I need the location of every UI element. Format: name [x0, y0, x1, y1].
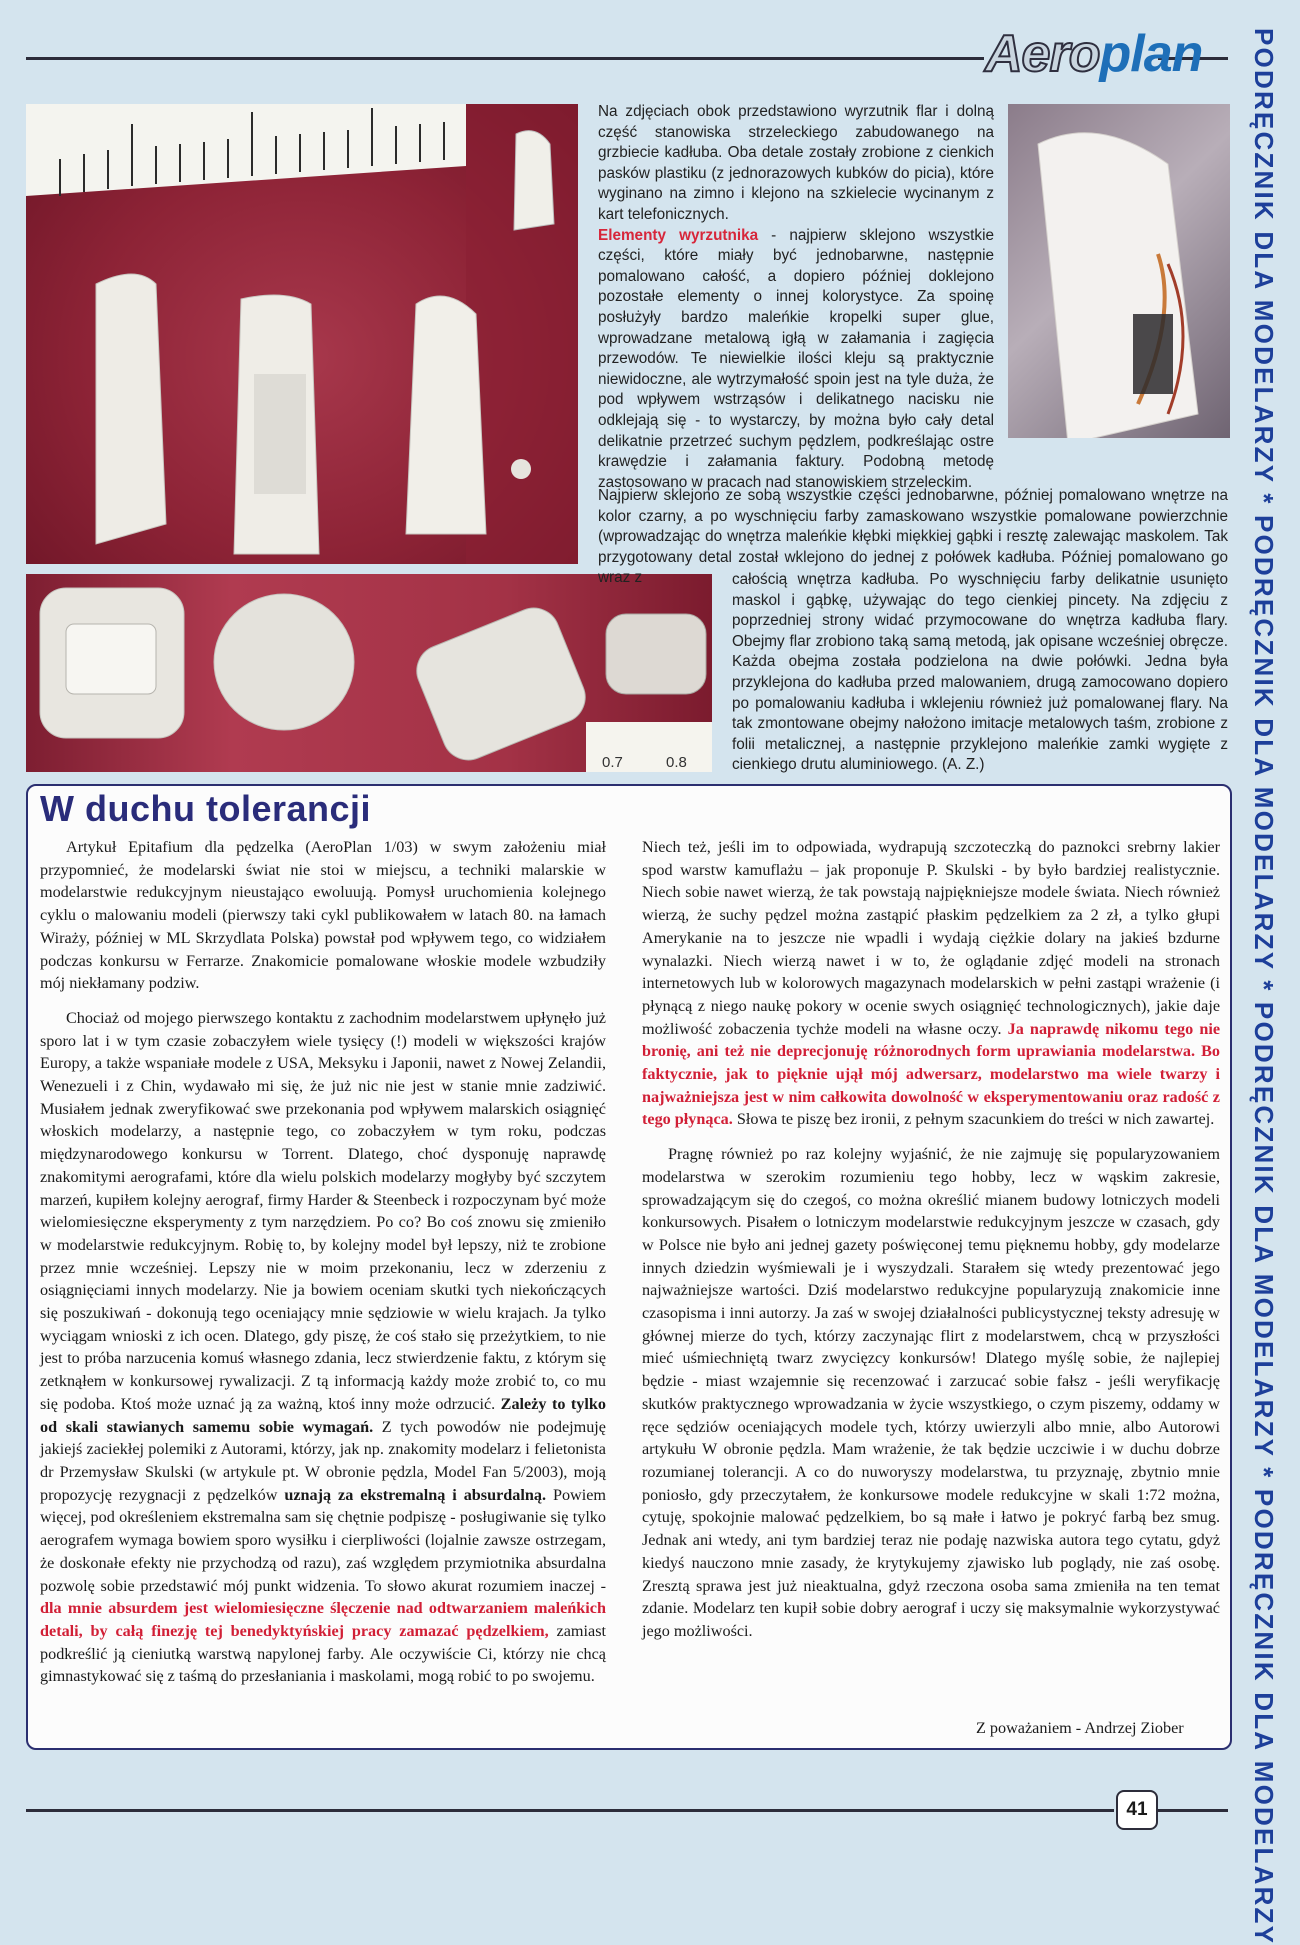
left-p2-part-a: Chociaż od mojego pierwszego kontaktu z zachodnim modelarstwem upłynęło już sporo lat i w tym czasie zobaczyłem wiele tysięcy (!) modeli w większości krajów Europy, a także wspaniałe modele z USA, Meksyku i Japonii, nawet z Nowej Zelandii, Wenezueli i z Chin, wydawało mi się, że już nic nie jest w stanie mnie zadziwić. Musiałem jednak zweryfikować swe przekonania pod wpływem malarskich osiągnięć włoskich modelarzy, a następnie tego, co zobaczyłem w tym roku, podczas międzynarodowego konkursu w Torrent. Dlatego, choć dysponuję naprawdę znakomitymi aerografami, które dla wielu polskich modelarzy mogłyby być szczytem marzeń, kupiłem kolejny aerograf, firmy Harder & Steenbeck i rozpoczynam być może wielomiesięczne eksperymenty z tym narzędziem. Po co? Bo coś znowu się zmieniło w modelarstwie redukcyjnym. Robię to, by kolejny model był lepszy, niż te zrobione przez mnie wcześniej. Lepszy nie w moim przekonaniu, lecz w zderzeniu z osiągnięciami innych modelarzy. Nie ja bowiem oceniam skutki tych niekończących się poszukiwań - dokonują tego oceniający mnie sędziowie w wielu krajach. Ja tylko wyciągam wnioski z ich ocen. Dlatego, gdy piszę, że coś stało się przeżytkiem, to nie jest to próba narzucenia komuś własnego zdania, lecz stwierdzenie faktu, z którym się zetknąłem w konkursowej rywalizacji. Z tą informacją każdy może zrobić to, co mu się podoba. Ktoś może uznać ją za ważną, ktoś inny może odrzucić. — [40, 1008, 606, 1413]
header-rule-left — [26, 57, 984, 60]
left-p2-part-g: zamiast podkreślić ją cieniutką warstwą napylonej farby. Ale oczywiście Ci, którzy nie chcą gimnastykować się z taśmą do przesłaniania i maskolami, mogą robić to po swojemu. — [40, 1621, 606, 1686]
article-right-column — [642, 836, 1220, 1655]
left-p2-emphasis-scale: Zależy to tylko od skali stawianych samemu sobie wymagań. — [40, 1394, 606, 1436]
aeroplan-logo — [985, 26, 1202, 82]
logo-part-plan: plan — [1099, 25, 1203, 83]
left-p2-emphasis-extreme: uznają za ekstremalną i absurdalną. — [284, 1485, 547, 1504]
signature: Z poważaniem - Andrzej Ziober — [976, 1719, 1184, 1737]
logo-part-aero: Aero — [985, 25, 1100, 83]
caption-lead: Elementy wyrzutnika — [598, 226, 759, 244]
article-left-column — [40, 836, 606, 1700]
side-banner-text: PODRĘCZNIK DLA MODELARZY * PODRĘCZNIK DLA MODELARZY * PODRĘCZNIK DLA MODELARZY * PODRĘCZNIK DLA MODELARZY — [1249, 28, 1279, 1945]
footer-rule-left — [26, 1809, 1114, 1812]
caption-paragraph-2 — [598, 226, 994, 494]
left-p2-part-e: Powiem więcej, pod określeniem ekstremalna sam się chętnie podpiszę - posługiwanie się tylko aerografem wymaga bowiem sporo wysiłku i cierpliwości (lojalnie zawsze ostrzegam, że doskonałe efekty nie przychodzą od razu), zaś względem przymiotnika absurdalna pozwolę sobie przedstawić mój punkt widzenia. To słowo akurat rozumiem inaczej - — [40, 1485, 607, 1595]
photo-turret-parts — [26, 574, 712, 772]
turret-parts-illustration — [26, 574, 712, 772]
caption-top — [598, 102, 994, 493]
page-number: 41 — [1116, 1790, 1158, 1830]
flare-launcher-illustration — [1008, 104, 1230, 438]
caption-paragraph-1: Na zdjęciach obok przedstawiono wyrzutnik flar i dolną część stanowiska strzeleckiego zabudowanego na grzbiecie kadłuba. Oba detale zostały zrobione z cienkich pasków plastiku (z jednorazowych kubków do picia), które wyginano na zimno i klejono na szkielecie wycinanym z kart telefonicznych. — [598, 103, 994, 223]
footer-rule-right — [1158, 1809, 1228, 1812]
photo-ejector-parts — [26, 104, 578, 564]
caption-paragraph-4: całością wnętrza kadłuba. Po wyschnięciu farby delikatnie usunięto maskol i gąbkę, używając do tego cienkiej pincety. Na zdjęciu z poprzedniej strony widać przymocowane do wnętrza kadłuba flary. Obejmy flar zrobiono taką samą metodą, jak opisane wcześniej obręcze. Każda obejma została podzielona na dwie połówki. Jedna była przyklejona do kadłuba przed malowaniem, drugą zamocowano dopiero po pomalowaniu kadłuba i wklejeniu również już pomalowanej flary. Na tak zmontowane obejmy nałożono imitacje metalowych taśm, zrobione z folii metalicznej, a następnie przyklejono maleńkie zamki wygięte z cienkiego drutu aluminiowego. (A. Z.) — [732, 571, 1228, 774]
ruler-label-0-7: 0.7 — [602, 754, 623, 771]
article-title: W duchu tolerancji — [40, 788, 372, 829]
ruler-label-0-8: 0.8 — [666, 754, 687, 771]
right-paragraph-2: Pragnę również po raz kolejny wyjaśnić, że nie zajmuję się popularyzowaniem modelarstwa w szerokim rozumieniu tego hobby, lecz w wąskim zakresie, sprowadzającym się do czegoś, co można określić mianem budowy lotniczych modeli konkursowych. Pisałem o lotniczym modelarstwie redukcyjnym jeszcze w czasach, gdy w Polsce nie było ani jednej gazety poświęconej temu pięknemu hobby, gdy modelarze innych dziedzin wyśmiewali je i wyszydzali. Starałem się wtedy prezentować jego najważniejsze wartości. Dziś modelarstwo redukcyjne popularyzują znakomicie inne czasopisma i inni autorzy. Ja zaś w swojej działalności publicystycznej teksty adresuję w głównej mierze do tych, którzy zaczynając flirt z modelarstwem, chcą w przyszłości mieć uśmiechniętą twarz zwycięzcy konkursów! Dlatego myślę sobie, że najlepiej będzie - miast wzajemnie się recenzować i zarzucać sobie fałsz - jeśli weryfikację skutków praktycznego wprowadzania w życie wszystkiego, o czym piszemy, oddamy w ręce sędziów oceniających modele tych, którzy uwierzyli albo mnie, albo Autorowi artykułu W obronie pędzla. Mam wrażenie, że tak będzie uczciwie i w duchu dobrze rozumianej tolerancji. A co do nuworyszy modelarstwa, tu przyznaję, zbytnio mnie poniosło, gdy przeczytałem, że konkursowe modele redukcyjne w skali 1:72 można, cytuję, spokojnie malować pędzelkiem, bo są małe i łatwo je pokryć farbą bez smug. Jednak ani wtedy, ani tym bardziej teraz nie podaję nazwiska autora tego cytatu, gdyż kiedyś nauczono mnie zasady, że krytykujemy zjawisko lub poglądy, nie zaś osobę. Zresztą sprawa jest już nieaktualna, gdyż rzeczona osoba sama zmieniła na ten temat zdanie. Modelarz ten kupił sobie dobry aerograf i uczy się maksymalnie wykorzystywać jego możliwości. — [642, 1145, 1220, 1640]
right-p1-part-c: Słowa te piszę bez ironii, z pełnym szacunkiem do treści w nich zawartej. — [736, 1110, 1215, 1129]
left-p2-part-c: Z tych powodów nie podejmuję jakiejś zaciekłej polemiki z Autorami, którzy, jak np. znakomity modelarz i felietonista dr Przemysław Skulski (w artykule pt. W obronie pędzla, Model Fan 5/2003), moją propozycję rezygnacji z pędzelków — [40, 1417, 606, 1504]
right-p1-red-highlight: Ja naprawdę nikomu tego nie bronię, ani też nie deprecjonuję różnorodnych form uprawiania modelarstwa. Bo faktycznie, jak to pięknie ujął mój adwersarz, modelarstwo ma wiele twarzy i najważniejsza jest w nim całkowita dowolność w eksperymentowaniu oraz radość z tego płynąca. — [642, 1019, 1220, 1129]
side-banner — [1246, 28, 1282, 1945]
left-p2-red-highlight: dla mnie absurdem jest wielomiesięczne ślęczenie nad odtwarzaniem maleńkich detali, by całą finezję tej benedyktyńskiej pracy zamazać pędzelkiem, — [40, 1599, 606, 1640]
right-paragraph-1 — [642, 836, 1220, 1131]
left-paragraph-1: Artykuł Epitafium dla pędzelka (AeroPlan 1/03) w swym założeniu miał przypomnieć, że modelarski świat nie stoi w miejscu, a techniki malarskie w modelarstwie redukcyjnym nieustająco ewoluują. Pomysł uruchomienia kolejnego cyklu o malowaniu modeli (pierwszy taki cykl publikowałem w latach 80. na łamach Wiraży, później w ML Skrzydlata Polska) powstał pod wpływem tego, co widziałem podczas konkursu w Ferrarze. Znakomicie pomalowane włoskie modele wzbudziły mój niekłamany podziw. — [40, 838, 606, 993]
photo-flare-launcher — [1008, 104, 1230, 438]
right-p1-part-a: Niech też, jeśli im to odpowiada, wydrapują szczoteczką do paznokci srebrny lakier spod warstw kamuflażu – jak proponuje P. Skulski - by było bardziej realistycznie. Niech sobie nawet wierzą, że tak powstają najpiękniejsze modele świata. Niech również wierzą, że suchy pędzel można zastąpić płaskim pędzelkiem za 2 zł, a tylko głupi Amerykanie na to jeszcze nie wpadli i wydają ciężkie dolary na jakieś bzdurne wynalazki. Niech wierzą nawet i w to, że oglądanie zdjęć modeli na stronach internetowych lub w kolorowych magazynach modelarskich w pełni zastąpi wrażenie (i płynącą z niego naukę pokory w ocenie swych osiągnięć technologicznych), jakie daje możliwość zobaczenia tychże modeli na własne oczy. — [642, 838, 1220, 1038]
left-paragraph-2 — [40, 1007, 606, 1688]
caption-lower — [732, 570, 1228, 776]
caption-paragraph-3: Najpierw sklejono ze sobą wszystkie części jednobarwne, później pomalowano wnętrze na kolor czarny, a po wyschnięciu farby zamaskowano wszystkie pomalowane powierzchnie (wprowadzając do wnętrza maleńkie kłębki miękkiej gąbki i resztę zalewając maskolem. Tak przygotowany detal został wklejono do jednej z połówek kadłuba. Później pomalowano go wraz z — [598, 487, 1228, 587]
ruler-photo-illustration — [26, 104, 578, 564]
caption-paragraph-2-text: - najpierw sklejono wszystkie części, które miały być jednobarwne, następnie pomalowano całość, a dopiero później doklejono pozostałe elementy o innej kolorystyce. Za spoinę posłużyły bardzo maleńkie kropelki super glue, wprowadzane metalową igłą w załamania i zagięcia przewodów. Te niewielkie ilości kleju są praktycznie niewidoczne, ale wytrzymałość spoin jest na tyle duża, że pod wpływem wstrząsów i delikatnego nacisku nie odklejają się - to wystarczy, by można było cały detal delikatnie przetrzeć suchym pędzlem, podkreślając ostre krawędzie i załamania faktury. Podobną metodę zastosowano w pracach nad stanowiskiem strzeleckim. — [598, 226, 994, 491]
